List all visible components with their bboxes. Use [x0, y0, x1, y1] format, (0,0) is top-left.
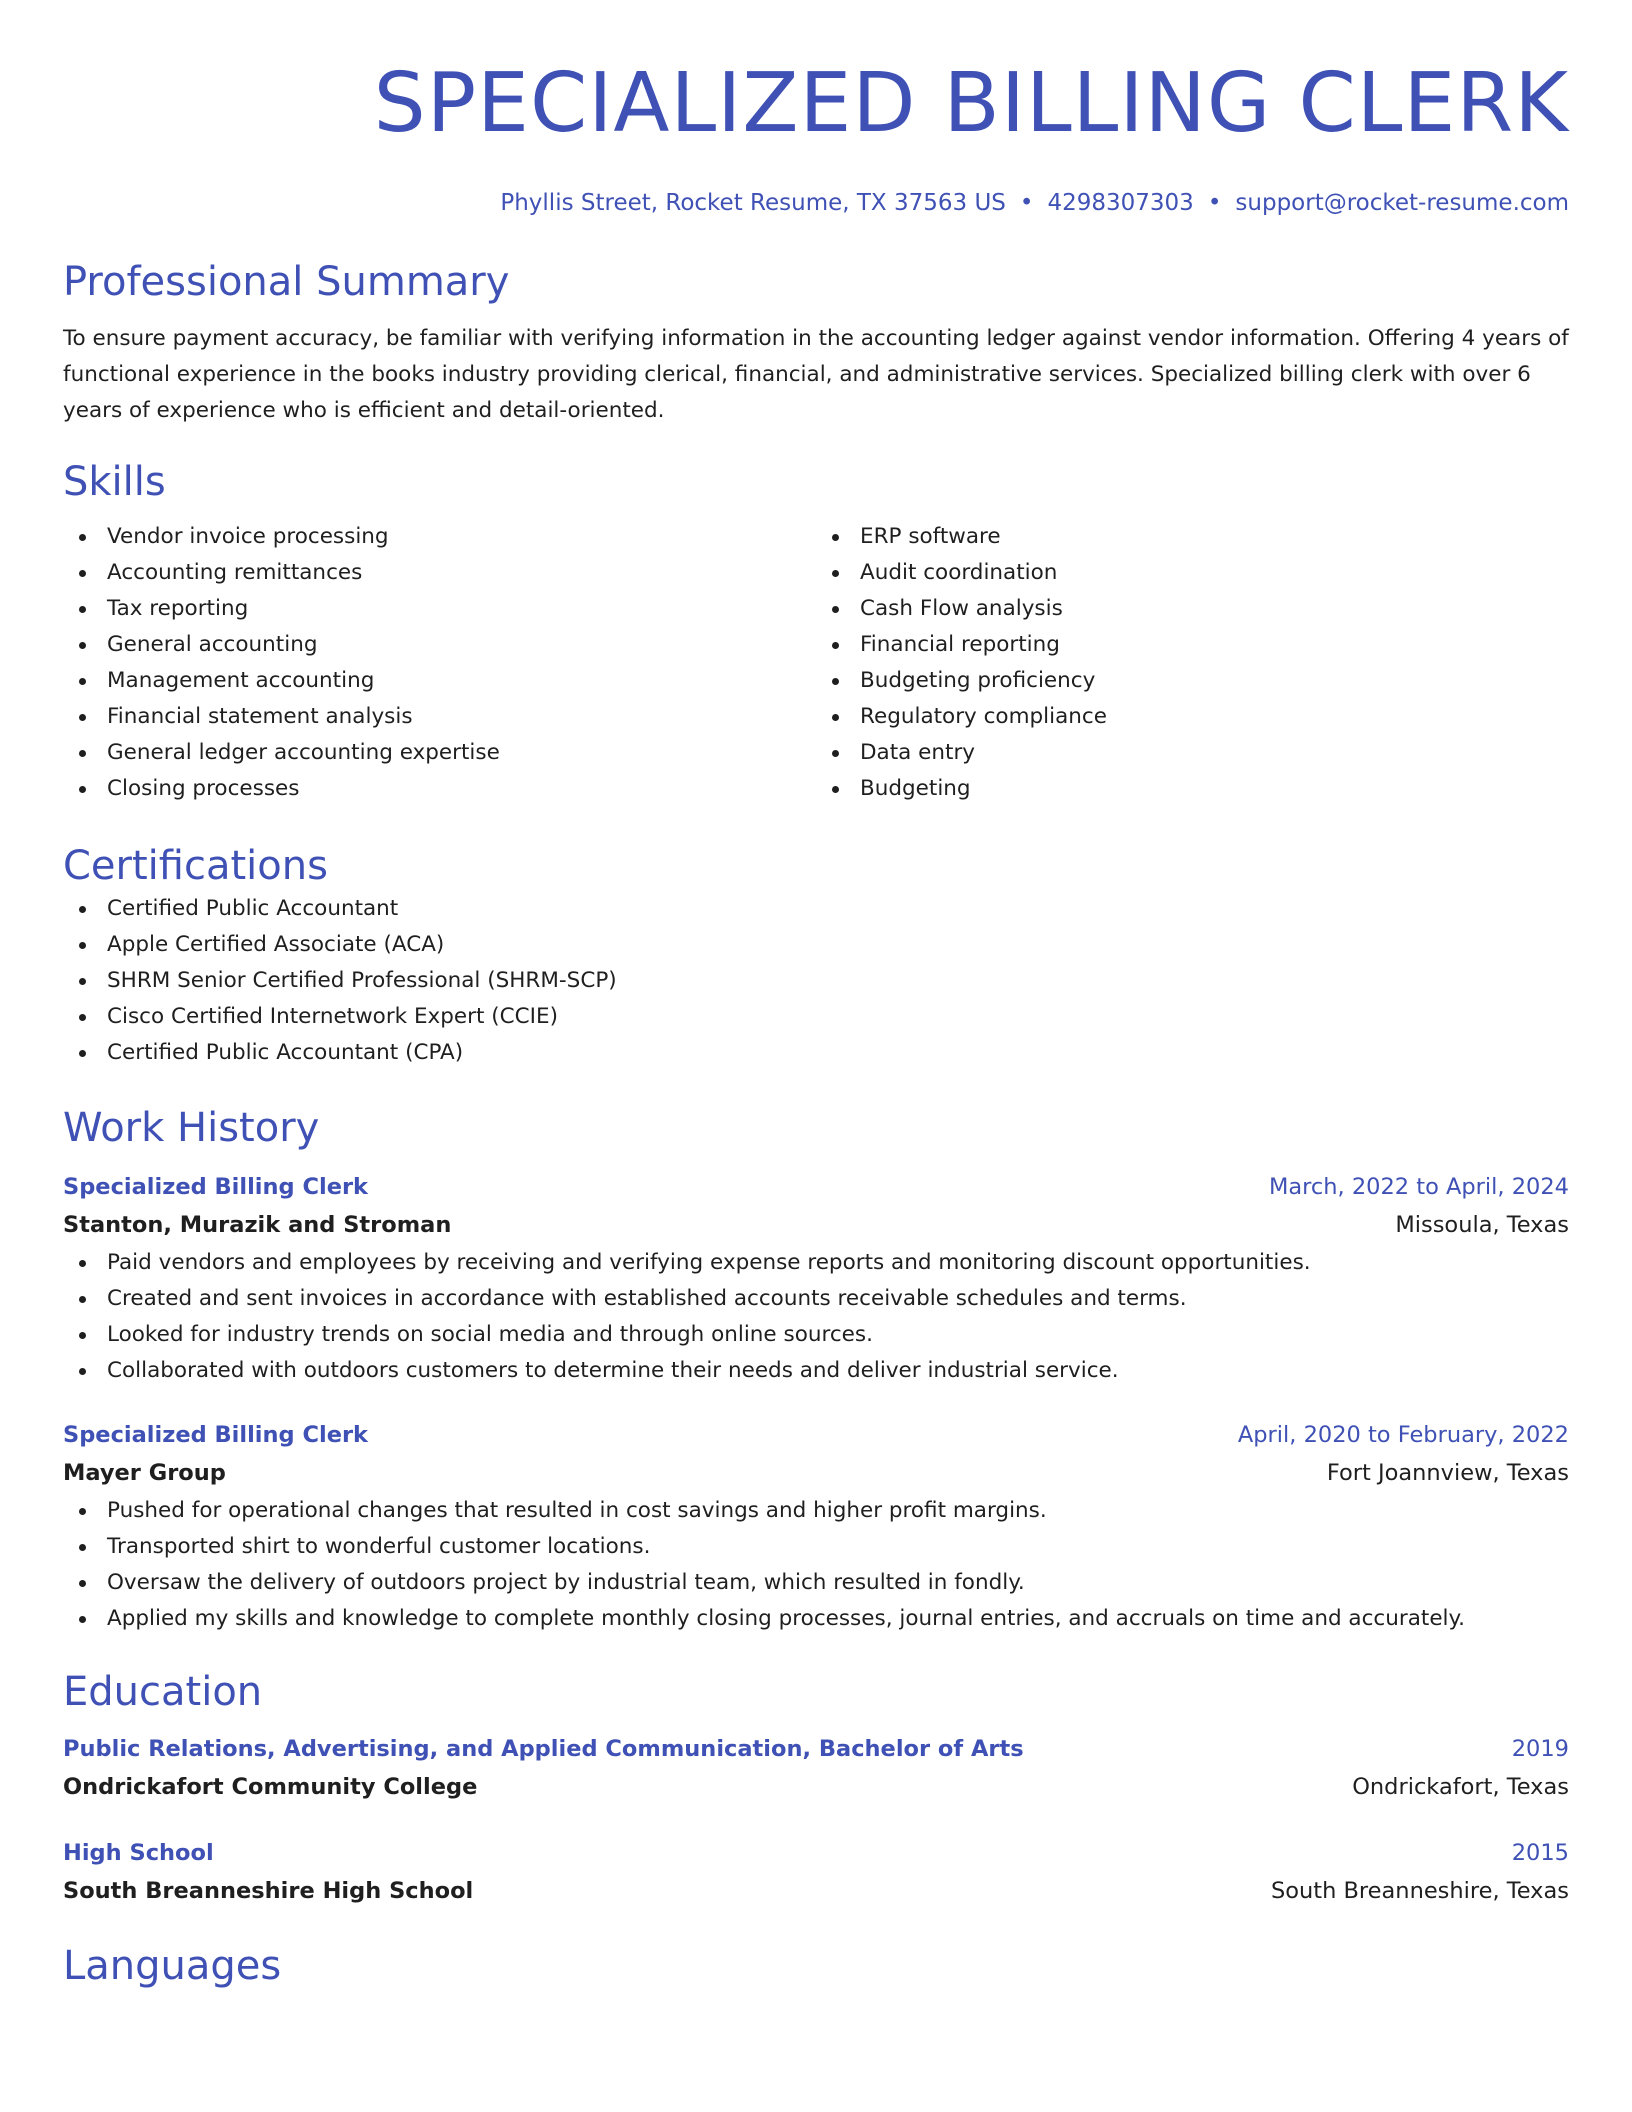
skills-column-left	[63, 519, 816, 807]
bullet-icon	[79, 1260, 86, 1267]
bullet-icon	[79, 750, 86, 757]
bullet-icon	[832, 786, 839, 793]
job-header	[63, 1169, 1569, 1205]
skill-item	[63, 663, 816, 699]
job-duty-text: Oversaw the delivery of outdoors project by industrial team, which resulted in fondly.	[107, 1570, 1025, 1595]
job-duties-list	[63, 1493, 1569, 1637]
bullet-icon	[79, 606, 86, 613]
skill-item	[63, 519, 816, 555]
job-location: Missoula, Texas	[1395, 1212, 1569, 1238]
bullet-icon	[79, 978, 86, 985]
work-history-heading: Work History	[63, 1105, 320, 1151]
job-duty-text: Looked for industry trends on social media and through online sources.	[107, 1322, 873, 1347]
education-year: 2019	[1511, 1736, 1569, 1762]
resume-title: SPECIALIZED BILLING CLERK	[373, 56, 1569, 151]
contact-email: support@rocket-resume.com	[1235, 190, 1569, 216]
bullet-icon	[832, 606, 839, 613]
bullet-icon	[79, 1014, 86, 1021]
summary-text: To ensure payment accuracy, be familiar with verifying information in the accounting ledger against vendor information. Offering 4 years of functional experience in the books industry providing clerical, financial, and administrative services. Specialized billing clerk with over 6 years of experience who is efficient and detail-oriented.	[63, 326, 1569, 423]
skill-label: Tax reporting	[107, 596, 249, 621]
skill-item	[816, 735, 1569, 771]
education-degree: High School	[63, 1840, 214, 1866]
certification-item	[63, 927, 1569, 963]
bullet-icon	[79, 570, 86, 577]
education-school: Ondrickafort Community College	[63, 1774, 478, 1800]
job-duty	[63, 1565, 1569, 1601]
skill-item	[816, 555, 1569, 591]
job-company: Mayer Group	[63, 1460, 226, 1486]
skill-label: Vendor invoice processing	[107, 524, 389, 549]
education-header	[63, 1835, 1569, 1871]
certification-item	[63, 999, 1569, 1035]
job-location: Fort Joannview, Texas	[1326, 1460, 1569, 1486]
job-duty-text: Paid vendors and employees by receiving and verifying expense reports and monitoring discount opportunities.	[107, 1250, 1311, 1275]
job-duty	[63, 1317, 1569, 1353]
contact-separator: •	[1207, 190, 1222, 216]
skill-label: Data entry	[860, 740, 976, 765]
skills-columns	[63, 519, 1569, 807]
job-duty	[63, 1245, 1569, 1281]
skill-label: Budgeting	[860, 776, 971, 801]
bullet-icon	[79, 1368, 86, 1375]
job-duty	[63, 1601, 1569, 1637]
education-entry	[63, 1731, 1569, 1807]
job-duty-text: Collaborated with outdoors customers to determine their needs and deliver industrial service.	[107, 1358, 1119, 1383]
contact-separator: •	[1019, 190, 1034, 216]
certification-item	[63, 1035, 1569, 1071]
skill-item	[816, 519, 1569, 555]
skills-column-right	[816, 519, 1569, 807]
job-duty	[63, 1529, 1569, 1565]
education-entry	[63, 1835, 1569, 1911]
skill-item	[816, 663, 1569, 699]
job-entry	[63, 1169, 1569, 1389]
bullet-icon	[79, 906, 86, 913]
bullet-icon	[832, 750, 839, 757]
bullet-icon	[79, 1544, 86, 1551]
skills-list-left	[63, 519, 816, 807]
job-subheader	[63, 1205, 1569, 1245]
education-subheader	[63, 1871, 1569, 1911]
certification-label: Apple Certified Associate (ACA)	[107, 932, 445, 957]
bullet-icon	[832, 570, 839, 577]
job-role: Specialized Billing Clerk	[63, 1422, 369, 1448]
skill-label: Closing processes	[107, 776, 300, 801]
job-duty-text: Pushed for operational changes that resulted in cost savings and higher profit margins.	[107, 1498, 1047, 1523]
bullet-icon	[832, 714, 839, 721]
education-location: Ondrickafort, Texas	[1352, 1774, 1569, 1800]
contact-phone: 4298307303	[1047, 190, 1194, 216]
skill-item	[63, 735, 816, 771]
languages-heading: Languages	[63, 1943, 282, 1989]
job-dates: March, 2022 to April, 2024	[1268, 1174, 1569, 1200]
skill-item	[63, 555, 816, 591]
certifications-heading: Certifications	[63, 843, 328, 889]
job-duty	[63, 1353, 1569, 1389]
education-header	[63, 1731, 1569, 1767]
skill-label: General accounting	[107, 632, 318, 657]
skill-label: Accounting remittances	[107, 560, 363, 585]
bullet-icon	[79, 1580, 86, 1587]
education-school: South Breanneshire High School	[63, 1878, 474, 1904]
skills-list-right	[816, 519, 1569, 807]
education-subheader	[63, 1767, 1569, 1807]
bullet-icon	[79, 534, 86, 541]
job-entry	[63, 1417, 1569, 1637]
certifications-list	[63, 891, 1569, 1071]
job-company: Stanton, Murazik and Stroman	[63, 1212, 452, 1238]
bullet-icon	[79, 714, 86, 721]
contact-address: Phyllis Street, Rocket Resume, TX 37563 US	[500, 190, 1006, 216]
skill-item	[816, 699, 1569, 735]
certification-item	[63, 963, 1569, 999]
skills-heading: Skills	[63, 459, 166, 505]
skill-item	[816, 627, 1569, 663]
certification-label: Certified Public Accountant (CPA)	[107, 1040, 464, 1065]
job-duty-text: Applied my skills and knowledge to complete monthly closing processes, journal entries, and accruals on time and accurately.	[107, 1606, 1466, 1631]
bullet-icon	[79, 1332, 86, 1339]
education-location: South Breanneshire, Texas	[1270, 1878, 1569, 1904]
job-duty-text: Created and sent invoices in accordance with established accounts receivable schedules and terms.	[107, 1286, 1187, 1311]
skill-label: Management accounting	[107, 668, 375, 693]
job-role: Specialized Billing Clerk	[63, 1174, 369, 1200]
certification-label: Certified Public Accountant	[107, 896, 399, 921]
bullet-icon	[832, 642, 839, 649]
bullet-icon	[79, 942, 86, 949]
certification-label: SHRM Senior Certified Professional (SHRM-SCP)	[107, 968, 617, 993]
job-duty	[63, 1493, 1569, 1529]
skill-label: Financial reporting	[860, 632, 1060, 657]
contact-line	[63, 186, 1569, 220]
bullet-icon	[79, 1050, 86, 1057]
skill-label: Budgeting proficiency	[860, 668, 1096, 693]
skill-item	[63, 591, 816, 627]
skill-label: ERP software	[860, 524, 1001, 549]
job-duty	[63, 1281, 1569, 1317]
bullet-icon	[79, 786, 86, 793]
education-degree: Public Relations, Advertising, and Applied Communication, Bachelor of Arts	[63, 1736, 1024, 1762]
skill-label: Audit coordination	[860, 560, 1058, 585]
certification-label: Cisco Certified Internetwork Expert (CCIE)	[107, 1004, 558, 1029]
bullet-icon	[79, 678, 86, 685]
skill-item	[63, 627, 816, 663]
bullet-icon	[79, 642, 86, 649]
bullet-icon	[832, 534, 839, 541]
skill-label: Financial statement analysis	[107, 704, 413, 729]
job-duties-list	[63, 1245, 1569, 1389]
summary-heading: Professional Summary	[63, 259, 510, 305]
certification-item	[63, 891, 1569, 927]
skill-item	[816, 591, 1569, 627]
skill-item	[63, 771, 816, 807]
skill-item	[816, 771, 1569, 807]
skill-label: Regulatory compliance	[860, 704, 1107, 729]
education-heading: Education	[63, 1669, 263, 1715]
job-header	[63, 1417, 1569, 1453]
education-year: 2015	[1511, 1840, 1569, 1866]
bullet-icon	[79, 1508, 86, 1515]
job-duty-text: Transported shirt to wonderful customer locations.	[107, 1534, 651, 1559]
bullet-icon	[79, 1296, 86, 1303]
job-dates: April, 2020 to February, 2022	[1237, 1422, 1569, 1448]
skill-item	[63, 699, 816, 735]
skill-label: General ledger accounting expertise	[107, 740, 500, 765]
bullet-icon	[79, 1616, 86, 1623]
job-subheader	[63, 1453, 1569, 1493]
bullet-icon	[832, 678, 839, 685]
skill-label: Cash Flow analysis	[860, 596, 1063, 621]
